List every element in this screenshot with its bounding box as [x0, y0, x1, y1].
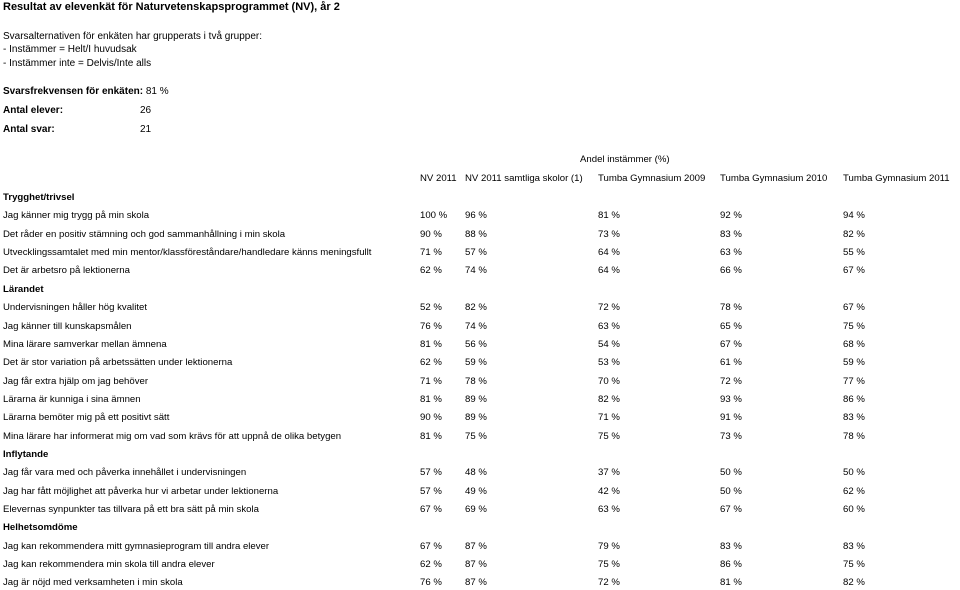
row-label: Jag får vara med och påverka innehållet i undervisningen	[3, 467, 247, 479]
section-heading: Helhetsomdöme	[3, 522, 78, 534]
value-cell: 61 %	[720, 357, 742, 369]
value-cell: 54 %	[598, 338, 620, 350]
report-title: Resultat av elevenkät för Naturvetenskapsprogrammet (NV), år 2	[3, 1, 340, 13]
value-cell: 57 %	[420, 485, 442, 497]
value-cell: 79 %	[598, 540, 620, 552]
value-cell: 75 %	[598, 559, 620, 570]
row-label: Mina lärare har informerat mig om vad som krävs för att uppnå de olika betygen	[3, 430, 342, 442]
value-cell: 83 %	[843, 540, 865, 552]
value-cell: 69 %	[465, 504, 487, 515]
value-cell: 66 %	[720, 265, 742, 277]
value-cell: 62 %	[420, 559, 442, 570]
value-cell: 81 %	[420, 338, 442, 350]
section-heading: Lärandet	[3, 283, 44, 295]
value-cell: 53 %	[598, 357, 620, 369]
section-heading: Inflytande	[3, 448, 49, 460]
value-cell: 81 %	[720, 577, 742, 589]
intro-line: - Instämmer = Helt/I huvudsak	[3, 44, 137, 56]
answers-value: 21	[140, 124, 152, 135]
value-cell: 70 %	[598, 375, 620, 387]
value-cell: 82 %	[843, 577, 865, 589]
value-cell: 50 %	[720, 485, 742, 497]
row-label: Jag kan rekommendera min skola till andra elever	[3, 559, 215, 570]
row-label: Det är arbetsro på lektionerna	[3, 265, 130, 277]
value-cell: 50 %	[843, 467, 865, 479]
row-label: Lärarna bemöter mig på ett positivt sätt	[3, 412, 170, 424]
value-cell: 82 %	[465, 302, 487, 314]
value-cell: 72 %	[720, 375, 742, 387]
value-cell: 67 %	[420, 504, 442, 515]
value-cell: 49 %	[465, 485, 487, 497]
value-cell: 73 %	[720, 430, 742, 442]
column-header: Tumba Gymnasium 2011	[843, 173, 950, 184]
value-cell: 62 %	[420, 265, 442, 277]
value-cell: 67 %	[843, 265, 865, 277]
row-label: Jag är nöjd med verksamheten i min skola	[3, 577, 183, 589]
row-label: Jag har fått möjlighet att påverka hur vi arbetar under lektionerna	[3, 485, 279, 497]
intro-line: Svarsalternativen för enkäten har grupperats i två grupper:	[3, 31, 263, 42]
value-cell: 89 %	[465, 412, 487, 424]
value-cell: 93 %	[720, 393, 742, 405]
value-cell: 78 %	[720, 302, 742, 314]
value-cell: 55 %	[843, 247, 865, 258]
value-cell: 87 %	[465, 559, 487, 570]
answers-label: Antal svar:	[3, 124, 55, 135]
row-label: Jag kan rekommendera mitt gymnasieprogram till andra elever	[3, 540, 270, 552]
row-label: Det råder en positiv stämning och god sammanhållning i min skola	[3, 228, 286, 240]
value-cell: 48 %	[465, 467, 487, 479]
value-cell: 89 %	[465, 393, 487, 405]
value-cell: 59 %	[843, 357, 865, 369]
value-cell: 76 %	[420, 320, 442, 332]
value-cell: 71 %	[420, 375, 442, 387]
value-cell: 71 %	[598, 412, 620, 424]
row-label: Lärarna är kunniga i sina ämnen	[3, 393, 141, 405]
intro-line: - Instämmer inte = Delvis/Inte alls	[3, 57, 152, 69]
group-header: Andel instämmer (%)	[580, 154, 670, 165]
value-cell: 96 %	[465, 210, 487, 222]
value-cell: 86 %	[720, 559, 742, 570]
row-label: Undervisningen håller hög kvalitet	[3, 302, 147, 314]
value-cell: 63 %	[720, 247, 742, 258]
value-cell: 92 %	[720, 210, 742, 222]
value-cell: 73 %	[598, 228, 620, 240]
value-cell: 67 %	[720, 338, 742, 350]
column-header: NV 2011	[420, 173, 457, 184]
value-cell: 72 %	[598, 302, 620, 314]
response-rate-value: 81 %	[145, 86, 169, 97]
value-cell: 100 %	[420, 210, 448, 222]
value-cell: 87 %	[465, 540, 487, 552]
value-cell: 57 %	[420, 467, 442, 479]
value-cell: 83 %	[720, 540, 742, 552]
column-header: Tumba Gymnasium 2010	[720, 173, 828, 184]
value-cell: 63 %	[598, 504, 620, 515]
students-value: 26	[140, 105, 152, 116]
value-cell: 74 %	[465, 320, 487, 332]
value-cell: 82 %	[598, 393, 620, 405]
value-cell: 75 %	[598, 430, 620, 442]
section-heading: Trygghet/trivsel	[3, 192, 75, 203]
response-rate-label: Svarsfrekvensen för enkäten:	[3, 86, 144, 97]
value-cell: 64 %	[598, 247, 620, 258]
value-cell: 82 %	[843, 228, 865, 240]
value-cell: 83 %	[843, 412, 865, 424]
value-cell: 67 %	[420, 540, 442, 552]
value-cell: 71 %	[420, 247, 442, 258]
value-cell: 56 %	[465, 338, 487, 350]
value-cell: 63 %	[598, 320, 620, 332]
value-cell: 42 %	[598, 485, 620, 497]
column-header: Tumba Gymnasium 2009	[598, 173, 706, 184]
value-cell: 64 %	[598, 265, 620, 277]
value-cell: 68 %	[843, 338, 865, 350]
value-cell: 83 %	[720, 228, 742, 240]
row-label: Utvecklingssamtalet med min mentor/klassföreståndare/handledare känns meningsfullt	[3, 247, 372, 258]
value-cell: 81 %	[420, 430, 442, 442]
row-label: Jag får extra hjälp om jag behöver	[3, 375, 149, 387]
value-cell: 72 %	[598, 577, 620, 589]
value-cell: 81 %	[420, 393, 442, 405]
value-cell: 77 %	[843, 375, 865, 387]
value-cell: 78 %	[465, 375, 487, 387]
row-label: Jag känner till kunskapsmålen	[3, 320, 132, 332]
column-header: NV 2011 samtliga skolor (1)	[465, 173, 583, 184]
value-cell: 75 %	[843, 559, 865, 570]
row-label: Elevernas synpunkter tas tillvara på ett bra sätt på min skola	[3, 504, 259, 515]
row-label: Det är stor variation på arbetssätten under lektionerna	[3, 357, 233, 369]
value-cell: 59 %	[465, 357, 487, 369]
row-label: Mina lärare samverkar mellan ämnena	[3, 338, 167, 350]
value-cell: 90 %	[420, 412, 442, 424]
value-cell: 65 %	[720, 320, 742, 332]
value-cell: 62 %	[843, 485, 865, 497]
value-cell: 78 %	[843, 430, 865, 442]
value-cell: 74 %	[465, 265, 487, 277]
value-cell: 52 %	[420, 302, 442, 314]
value-cell: 76 %	[420, 577, 442, 589]
value-cell: 91 %	[720, 412, 742, 424]
value-cell: 60 %	[843, 504, 865, 515]
value-cell: 88 %	[465, 228, 487, 240]
value-cell: 75 %	[843, 320, 865, 332]
value-cell: 94 %	[843, 210, 865, 222]
students-label: Antal elever:	[3, 105, 64, 116]
value-cell: 75 %	[465, 430, 487, 442]
value-cell: 81 %	[598, 210, 620, 222]
value-cell: 57 %	[465, 247, 487, 258]
value-cell: 67 %	[720, 504, 742, 515]
value-cell: 37 %	[598, 467, 620, 479]
value-cell: 50 %	[720, 467, 742, 479]
value-cell: 62 %	[420, 357, 442, 369]
value-cell: 90 %	[420, 228, 442, 240]
value-cell: 67 %	[843, 302, 865, 314]
value-cell: 87 %	[465, 577, 487, 589]
value-cell: 86 %	[843, 393, 865, 405]
row-label: Jag känner mig trygg på min skola	[3, 210, 150, 222]
